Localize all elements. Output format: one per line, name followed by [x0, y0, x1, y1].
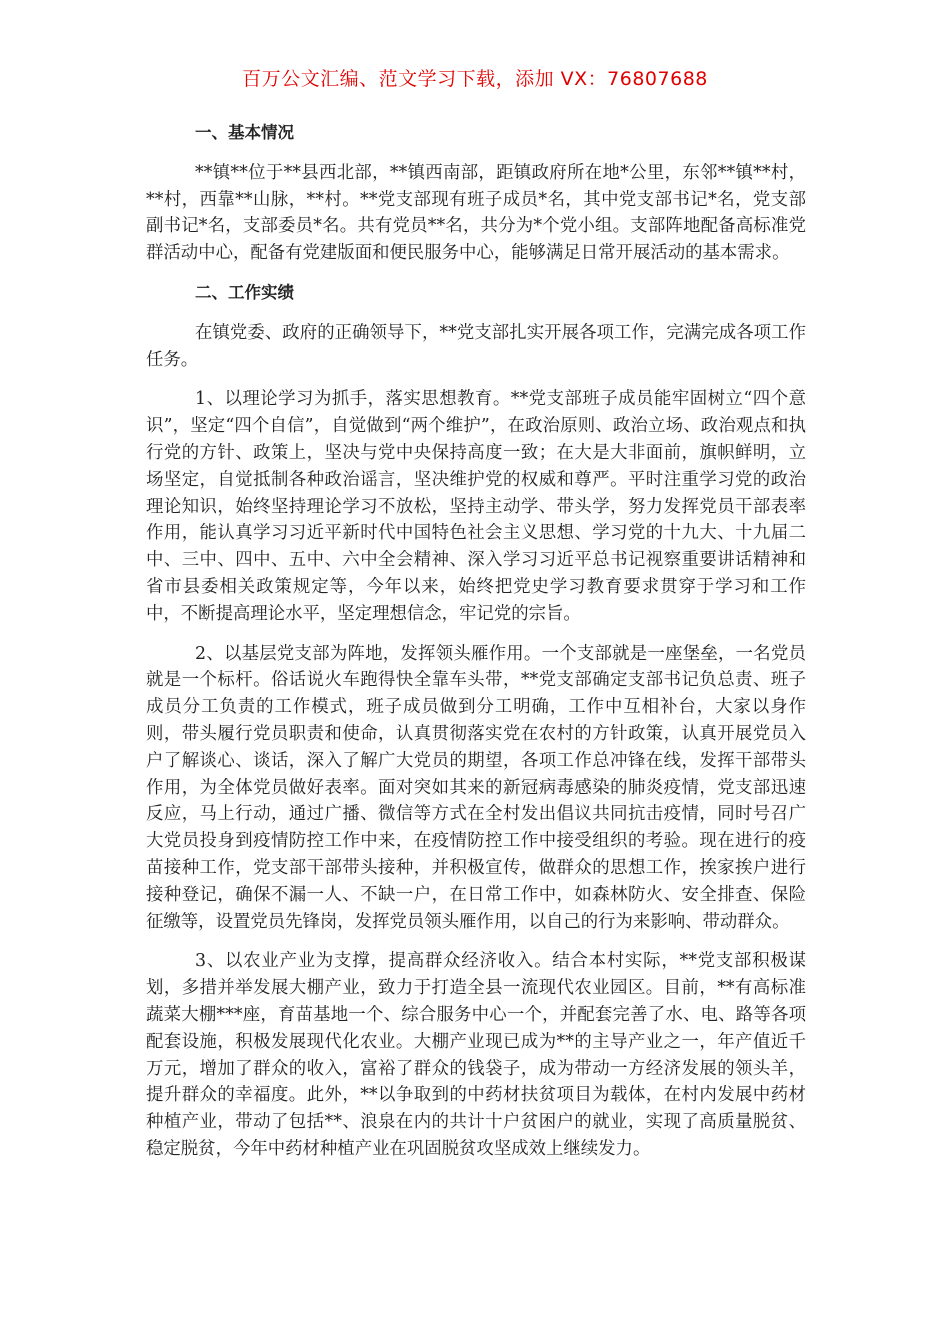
header-banner: 百万公文汇编、范文学习下载，添加 VX：76807688 [242, 68, 708, 90]
paragraph-basic-info: **镇**位于**县西北部，**镇西南部，距镇政府所在地*公里，东邻**镇**村，**村，西靠**山脉，**村。**党支部现有班子成员*名，其中党支部书记*名，党支部副书记*名，支部委员*名。共有党员**名，共分为*个党小组。支部阵地配备高标准党群活动中心，配备有党建版面和便民服务中心，能够满足日常开展活动的基本需求。 [146, 162, 806, 264]
paragraph-item-2: 2、以基层党支部为阵地，发挥领头雁作用。一个支部就是一座堡垒，一名党员就是一个标杆。俗话说火车跑得快全靠车头带，**党支部确定支部书记负总责、班子成员分工负责的工作模式，班子成员做到分工明确，工作中互相补台，大家以身作则，带头履行党员职责和使命，认真贯彻落实党在农村的方针政策，认真开展党员入户了解谈心、谈话，深入了解广大党员的期望，各项工作总冲锋在线，发挥干部带头作用，为全体党员做好表率。面对突如其来的新冠病毒感染的肺炎疫情，党支部迅速反应，马上行动，通过广播、微信等方式在全村发出倡议共同抗击疫情，同时号召广大党员投身到疫情防控工作中来，在疫情防控工作中接受组织的考验。现在进行的疫苗接种工作，党支部干部带头接种，并积极宣传，做群众的思想工作，挨家挨户进行接种登记，确保不漏一人、不缺一户，在日常工作中，如森林防火、安全排查、保险征缴等，设置党员先锋岗，发挥党员领头雁作用，以自己的行为来影响、带动群众。 [146, 643, 806, 932]
paragraph-intro: 在镇党委、政府的正确领导下，**党支部扎实开展各项工作，完满完成各项工作任务。 [146, 322, 806, 370]
paragraph-item-3: 3、以农业产业为支撑，提高群众经济收入。结合本村实际，**党支部积极谋划，多措并举发展大棚产业，致力于打造全县一流现代农业园区。目前，**有高标准蔬菜大棚***座，育苗基地一个、综合服务中心一个，并配套完善了水、电、路等各项配套设施，积极发展现代化农业。大棚产业现已成为**的主导产业之一，年产值近千万元，增加了群众的收入，富裕了群众的钱袋子，成为带动一方经济发展的领头羊，提升群众的幸福度。此外，**以争取到的中药材扶贫项目为载体，在村内发展中药材种植产业，带动了包括**、浪泉在内的共计十户贫困户的就业，实现了高质量脱贫、稳定脱贫，今年中药材种植产业在巩固脱贫攻坚成效上继续发力。 [146, 951, 806, 1159]
paragraph-item-1: 1、以理论学习为抓手，落实思想教育。**党支部班子成员能牢固树立“四个意识”，坚定“四个自信”，自觉做到“两个维护”，在政治原则、政治立场、政治观点和执行党的方针、政策上，坚决与党中央保持高度一致；在大是大非面前，旗帜鲜明，立场坚定，自觉抵制各种政治谣言，坚决维护党的权威和尊严。平时注重学习党的政治理论知识，始终坚持理论学习不放松，坚持主动学、带头学，努力发挥党员干部表率作用，能认真学习习近平新时代中国特色社会主义思想、学习党的十九大、十九届二中、三中、四中、五中、六中全会精神、深入学习习近平总书记视察重要讲话精神和省市县委相关政策规定等，今年以来，始终把党史学习教育要求贯穿于学习和工作中，不断提高理论水平，坚定理想信念，牢记党的宗旨。 [146, 389, 806, 624]
section-heading-achievements: 二、工作实绩 [195, 282, 294, 302]
document-body [146, 120, 806, 1176]
section-heading-basic: 一、基本情况 [195, 123, 294, 142]
